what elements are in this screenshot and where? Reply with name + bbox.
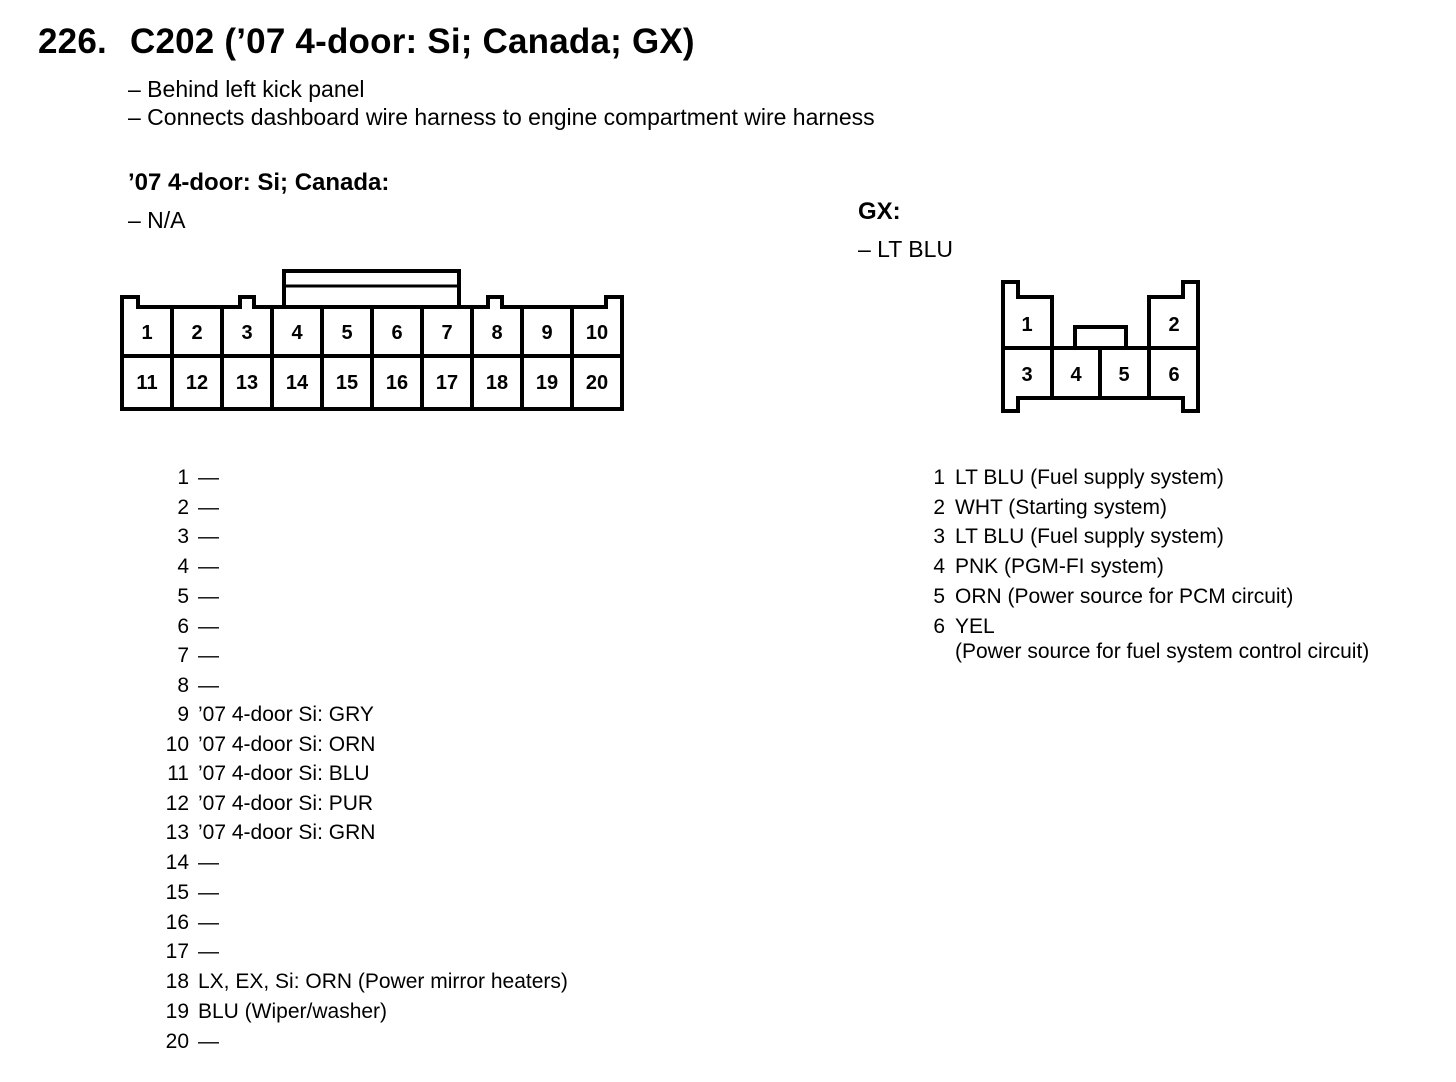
pin-row-a-6 xyxy=(163,612,219,642)
terminal-a-5: 5 xyxy=(341,322,353,344)
pin-description: — xyxy=(198,851,219,874)
pin-description: — xyxy=(198,940,219,963)
pin-description: WHT (Starting system) xyxy=(955,496,1167,519)
pin-number: 4 xyxy=(177,555,189,578)
location-note: – Behind left kick panel xyxy=(128,76,365,102)
pin-number: 1 xyxy=(933,466,945,489)
pin-description: — xyxy=(198,881,219,904)
pin-row-a-18 xyxy=(163,967,568,997)
pin-number: 6 xyxy=(933,615,945,638)
pin-row-a-3 xyxy=(163,522,219,552)
terminal-a-12: 12 xyxy=(185,372,209,394)
terminal-a-14: 14 xyxy=(285,372,309,394)
pin-description: PNK (PGM-FI system) xyxy=(955,555,1164,578)
pin-row-a-10 xyxy=(163,730,375,760)
pin-number: 2 xyxy=(177,496,189,519)
terminal-b-5: 5 xyxy=(1118,364,1130,386)
pin-number: 19 xyxy=(165,1000,189,1023)
pin-description: LT BLU (Fuel supply system) xyxy=(955,525,1224,548)
pin-row-b-2 xyxy=(931,493,1167,523)
connector-a-color: – N/A xyxy=(128,207,186,233)
terminal-a-4: 4 xyxy=(291,322,303,344)
pin-description: — xyxy=(198,555,219,578)
pin-row-a-13 xyxy=(163,818,375,848)
pin-row-a-12 xyxy=(163,789,373,819)
terminal-b-3: 3 xyxy=(1021,364,1033,386)
pin-description: — xyxy=(198,674,219,697)
connector-b-heading: GX: xyxy=(858,198,901,225)
pin-row-a-1 xyxy=(163,463,219,493)
pin-row-b-6-continued xyxy=(955,637,1369,667)
pin-description: ’07 4-door Si: GRY xyxy=(198,703,374,726)
pin-number: 14 xyxy=(165,851,189,874)
pin-row-a-8 xyxy=(163,671,219,701)
pin-number: 7 xyxy=(177,644,189,667)
pin-row-a-20 xyxy=(163,1027,219,1057)
connector-a-lock-tab xyxy=(284,271,459,307)
pin-number: 3 xyxy=(933,525,945,548)
terminal-a-9: 9 xyxy=(541,322,553,344)
terminal-a-1: 1 xyxy=(141,322,153,344)
pin-number: 3 xyxy=(177,525,189,548)
pin-description: ’07 4-door Si: PUR xyxy=(198,792,374,815)
pin-number: 5 xyxy=(933,585,945,608)
terminal-a-13: 13 xyxy=(235,372,259,394)
pin-row-a-17 xyxy=(163,937,219,967)
pin-row-b-5 xyxy=(931,582,1293,612)
connector-b-key xyxy=(1075,327,1126,348)
pin-number: 13 xyxy=(165,821,189,844)
pin-row-a-19 xyxy=(163,997,387,1027)
connector-b-face xyxy=(1003,282,1198,411)
pin-row-a-16 xyxy=(163,908,219,938)
pin-description: ’07 4-door Si: GRN xyxy=(198,821,376,844)
pin-description: LT BLU (Fuel supply system) xyxy=(955,466,1224,489)
pin-number: 12 xyxy=(165,792,189,815)
section-number: 226. xyxy=(38,22,107,61)
pin-description: LX, EX, Si: ORN (Power mirror heaters) xyxy=(198,970,568,993)
terminal-a-10: 10 xyxy=(585,322,609,344)
pin-description: ’07 4-door Si: ORN xyxy=(198,733,376,756)
pin-description: — xyxy=(198,644,219,667)
pin-row-a-9 xyxy=(163,700,374,730)
terminal-a-20: 20 xyxy=(585,372,609,394)
pin-row-b-1 xyxy=(931,463,1224,493)
terminal-a-15: 15 xyxy=(335,372,359,394)
pin-number: 4 xyxy=(933,555,945,578)
pin-row-a-15 xyxy=(163,878,219,908)
pin-description: ’07 4-door Si: BLU xyxy=(198,762,370,785)
pin-description: — xyxy=(198,466,219,489)
pin-number: 17 xyxy=(165,940,189,963)
pin-number: 9 xyxy=(177,703,189,726)
terminal-b-2: 2 xyxy=(1168,314,1180,336)
terminal-b-4: 4 xyxy=(1070,364,1082,386)
terminal-a-6: 6 xyxy=(391,322,403,344)
pin-row-b-3 xyxy=(931,522,1224,552)
pin-description: — xyxy=(198,525,219,548)
pin-description: — xyxy=(198,615,219,638)
terminal-b-6: 6 xyxy=(1168,364,1180,386)
connector-title: C202 (’07 4-door: Si; Canada; GX) xyxy=(130,22,695,61)
terminal-a-3: 3 xyxy=(241,322,253,344)
pin-row-b-4 xyxy=(931,552,1164,582)
harness-note: – Connects dashboard wire harness to engine compartment wire harness xyxy=(128,104,875,130)
pin-description: BLU (Wiper/washer) xyxy=(198,1000,388,1023)
terminal-a-17: 17 xyxy=(435,372,459,394)
pin-description: YEL xyxy=(955,615,995,638)
pin-description: — xyxy=(198,911,219,934)
pin-row-a-7 xyxy=(163,641,219,671)
pin-number: 8 xyxy=(177,674,189,697)
pin-number: 10 xyxy=(165,733,189,756)
pin-number: 5 xyxy=(177,585,189,608)
connector-b-color: – LT BLU xyxy=(858,236,954,262)
connector-a-heading: ’07 4-door: Si; Canada: xyxy=(128,169,390,196)
terminal-b-1: 1 xyxy=(1021,314,1033,336)
pin-number: 18 xyxy=(165,970,189,993)
pin-description: — xyxy=(198,496,219,519)
terminal-a-16: 16 xyxy=(385,372,409,394)
terminal-a-2: 2 xyxy=(191,322,203,344)
terminal-a-8: 8 xyxy=(491,322,503,344)
pin-number: 11 xyxy=(167,762,189,785)
terminal-a-19: 19 xyxy=(535,372,559,394)
pin-row-a-2 xyxy=(163,493,219,523)
pin-number: 6 xyxy=(177,615,189,638)
pin-number: 16 xyxy=(165,911,189,934)
pin-description: — xyxy=(198,585,219,608)
pin-description-continued: (Power source for fuel system control circuit) xyxy=(955,640,1370,663)
pin-number: 2 xyxy=(933,496,945,519)
pin-row-a-4 xyxy=(163,552,219,582)
pin-number: 15 xyxy=(165,881,189,904)
pin-description: — xyxy=(198,1030,219,1053)
pin-number: 20 xyxy=(165,1030,189,1053)
terminal-a-18: 18 xyxy=(485,372,509,394)
pin-number: 1 xyxy=(177,466,189,489)
pin-row-a-14 xyxy=(163,848,219,878)
pin-description: ORN (Power source for PCM circuit) xyxy=(955,585,1294,608)
pin-row-a-5 xyxy=(163,582,219,612)
pin-row-a-11 xyxy=(163,759,370,789)
terminal-a-11: 11 xyxy=(136,372,158,394)
terminal-a-7: 7 xyxy=(441,322,453,344)
